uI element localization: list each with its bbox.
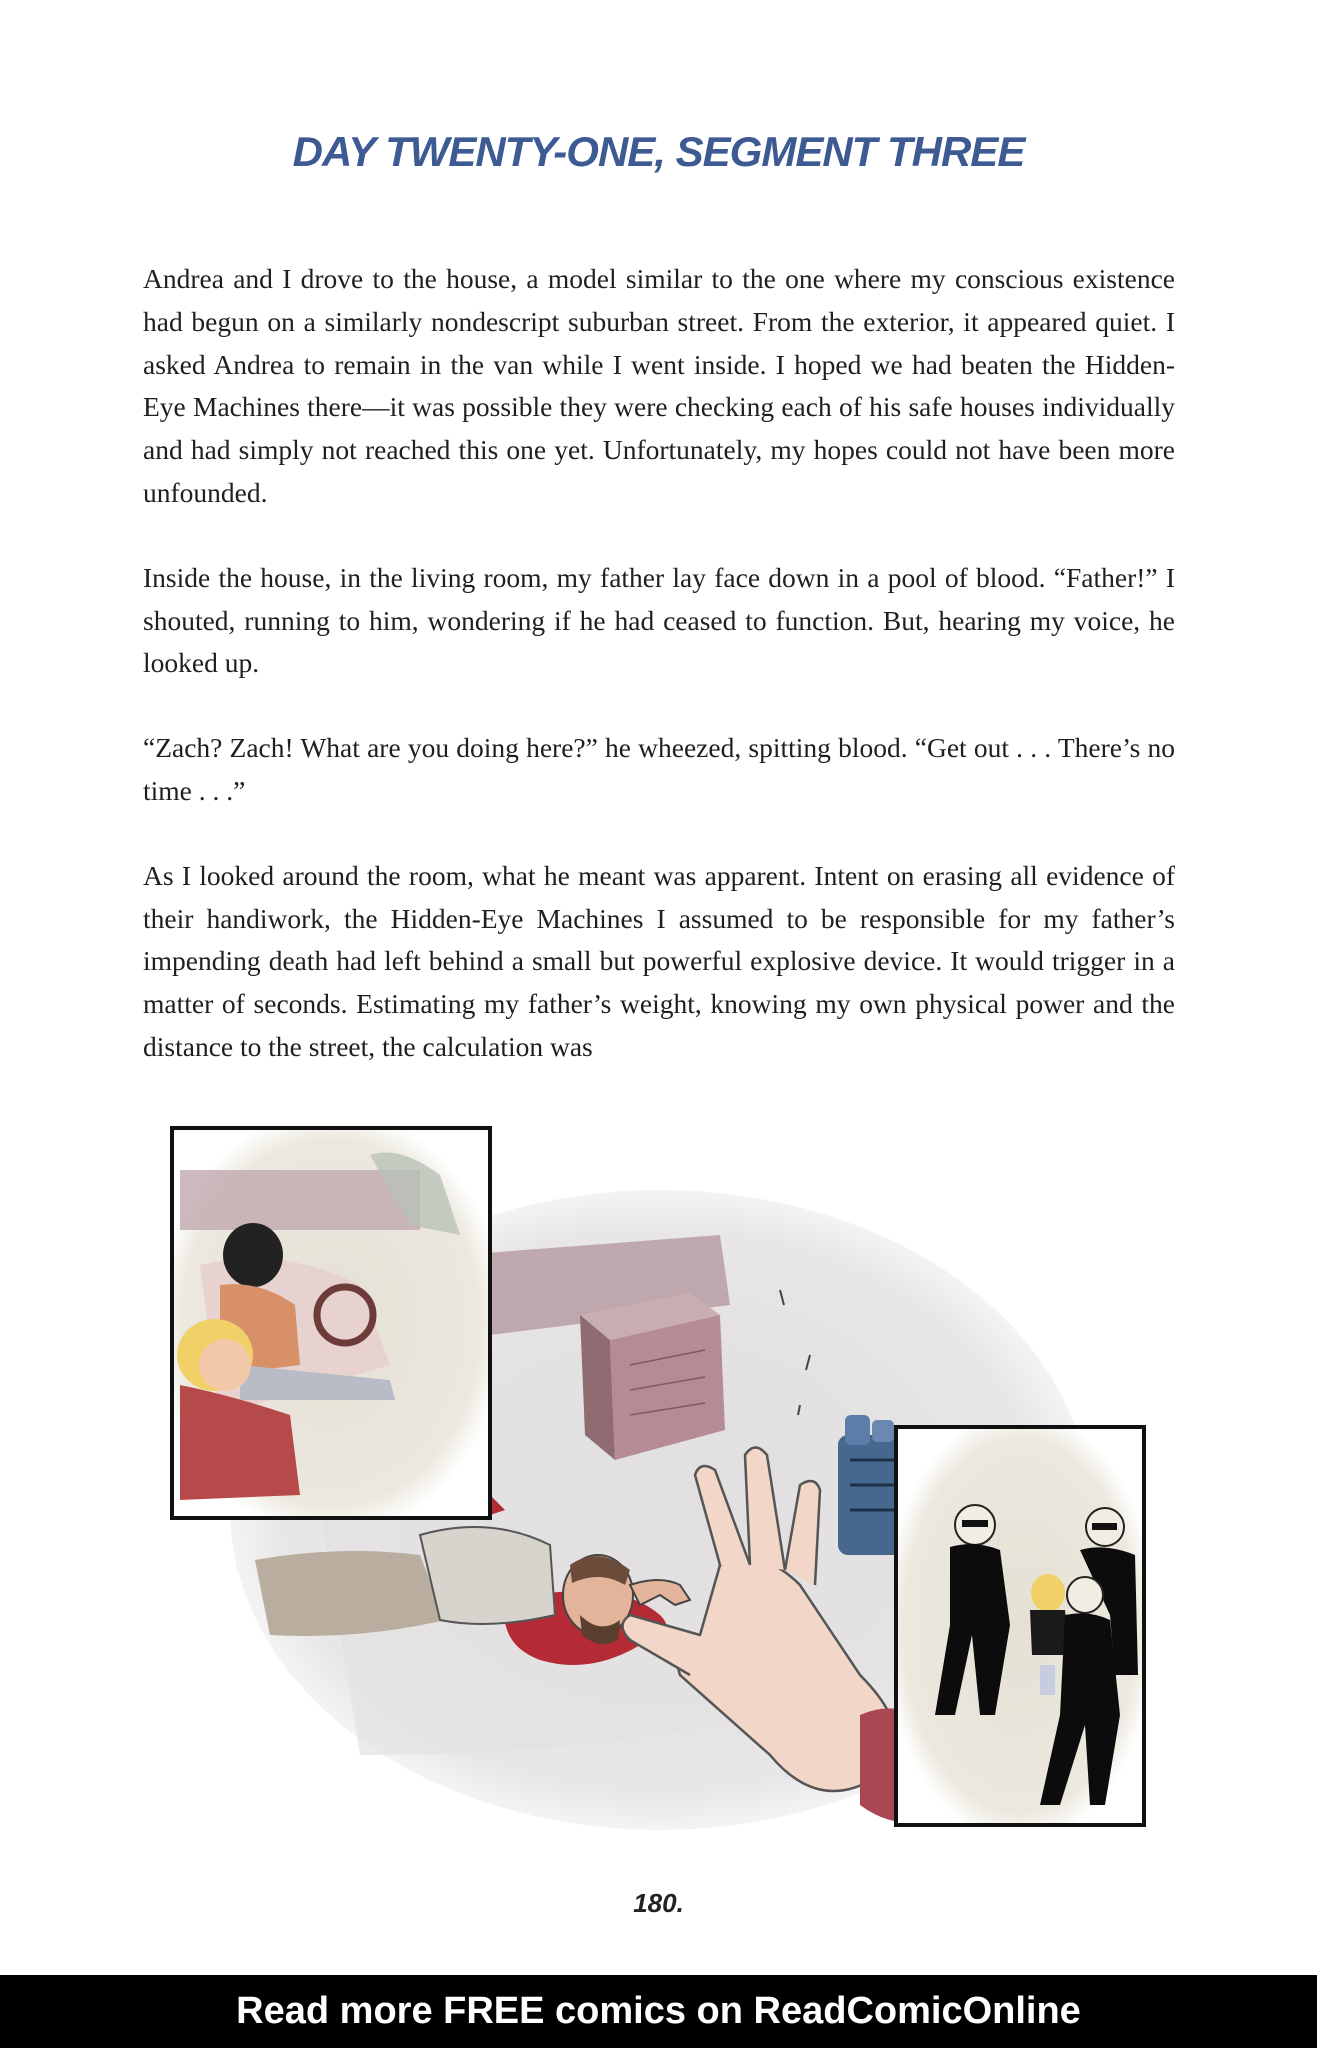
illustration-panel-agents: [896, 1427, 1144, 1825]
banner-text[interactable]: Read more FREE comics on ReadComicOnline: [236, 1990, 1081, 2032]
promo-banner[interactable]: [0, 1975, 1317, 2048]
page-number: 180.: [633, 1888, 684, 1918]
paragraph: Inside the house, in the living room, my father lay face down in a pool of blood. “Father!” I shouted, running to him, wondering if he had ceased to function. But, hearing my voice, he looked up.: [143, 561, 1175, 679]
paragraph: As I looked around the room, what he meant was apparent. Intent on erasing all evidence of their handiwork, the Hidden-Eye Machines I assumed to be responsible for my father’s impending death had left behind a small but powerful explosive device. It would trigger in a matter of seconds. Estimating my father’s weight, knowing my own physical power and the distance to the street, the calculation was: [143, 859, 1175, 1062]
paragraph: Andrea and I drove to the house, a model similar to the one where my conscious existence had begun on a similarly nondescript suburban street. From the exterior, it appeared quiet. I asked Andrea to remain in the van while I went inside. I hoped we had beaten the Hidden-Eye Machines there—it was possible they were checking each of his safe houses individually and had simply not reached this one yet. Unfortunately, my hopes could not have been more unfounded.: [143, 263, 1175, 508]
chapter-title: DAY TWENTY-ONE, SEGMENT THREE: [292, 128, 1025, 175]
comic-illustration: [160, 1115, 1160, 1835]
illustration-panel-car: [172, 1128, 490, 1518]
explosive-device: [838, 1415, 903, 1555]
body-text: [143, 258, 1175, 1111]
paragraph: “Zach? Zach! What are you doing here?” he wheezed, spitting blood. “Get out . . . There’s no time . . .”: [143, 732, 1175, 806]
